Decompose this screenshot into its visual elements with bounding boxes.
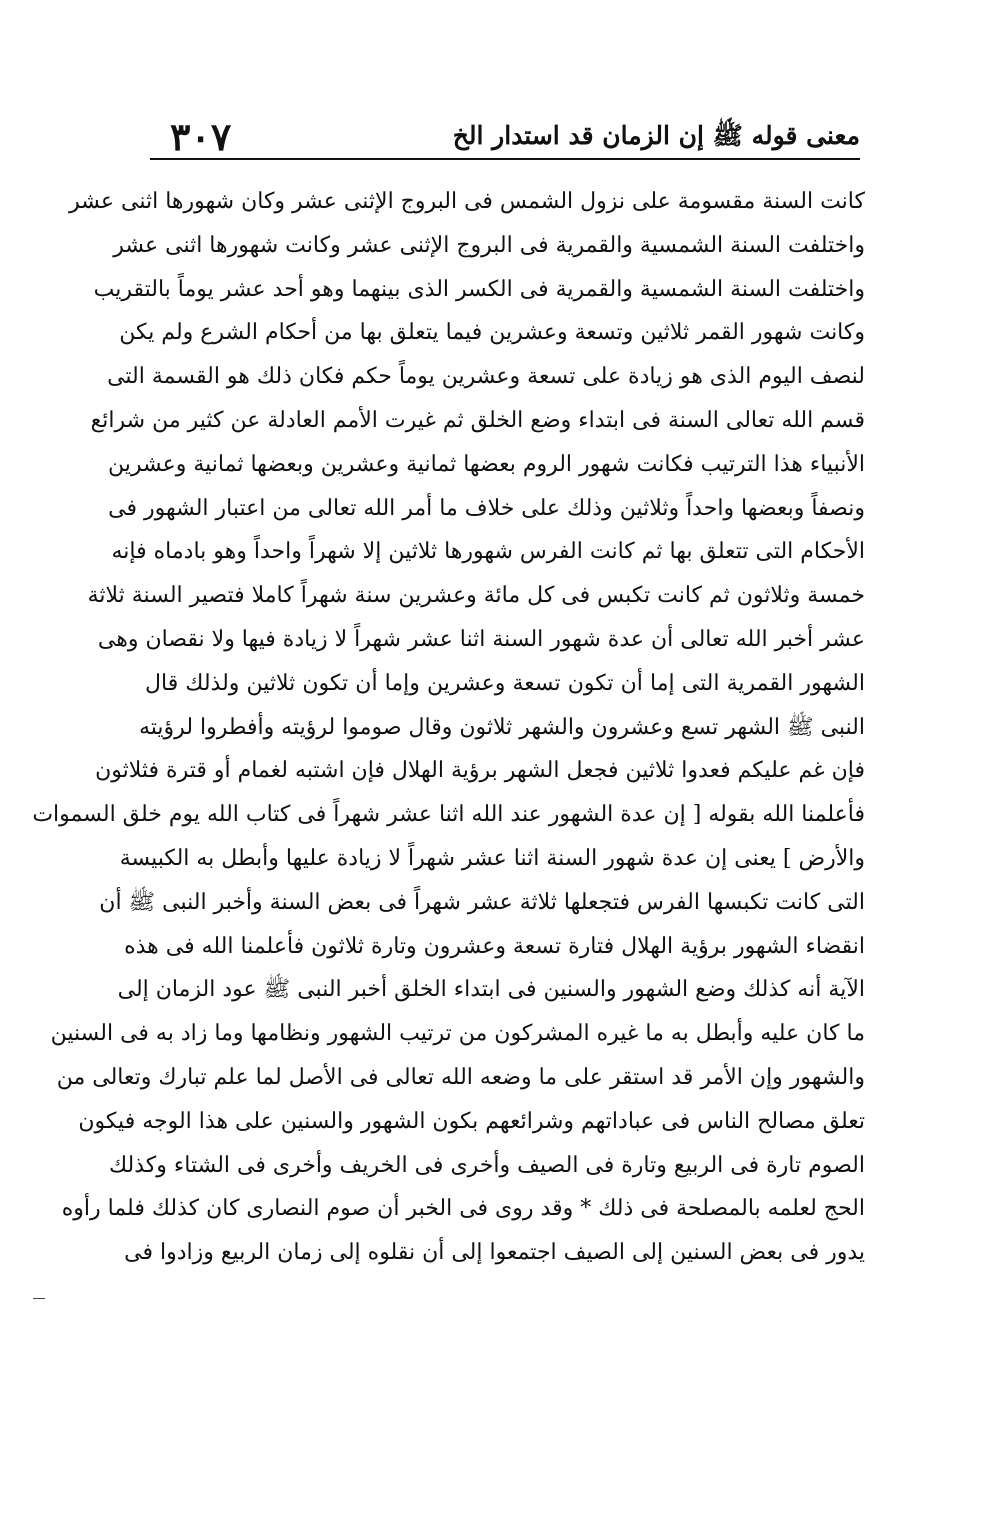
page-number: ٣٠٧: [170, 114, 232, 159]
text-line: قسم الله تعالى السنة فى ابتداء وضع الخلق ثم غيرت الأمم العادلة عن كثير من شرائع: [90, 407, 865, 433]
page-header: [150, 112, 860, 160]
text-line: تعلق مصالح الناس فى عباداتهم وشرائعهم بكون الشهور والسنين على هذا الوجه فيكون: [78, 1108, 865, 1134]
running-title: معنى قوله ﷺ إن الزمان قد استدار الخ: [452, 121, 860, 150]
text-line: الشهور القمرية التى إما أن تكون تسعة وعشرين وإما أن تكون ثلاثين ولذلك قال: [145, 670, 865, 696]
text-line: وكانت شهور القمر ثلاثين وتسعة وعشرين فيما يتعلق بها من أحكام الشرع ولم يكن: [119, 320, 865, 346]
text-line: التى كانت تكبسها الفرس فتجعلها ثلاثة عشر شهراً فى بعض السنة وأخبر النبى ﷺ أن: [99, 889, 865, 915]
text-line: النبى ﷺ الشهر تسع وعشرون والشهر ثلاثون وقال صوموا لرؤيته وأفطروا لرؤيته: [139, 714, 865, 740]
text-line: عشر أخبر الله تعالى أن عدة شهور السنة اثنا عشر شهراً لا زيادة فيها ولا نقصان وهى: [97, 626, 865, 652]
text-line: فأعلمنا الله بقوله [ إن عدة الشهور عند الله اثنا عشر شهراً فى كتاب الله يوم خلق السموات: [32, 802, 865, 828]
text-line: انقضاء الشهور برؤية الهلال فتارة تسعة وعشرون وتارة ثلاثون فأعلمنا الله فى هذه: [124, 933, 865, 959]
text-line: الأحكام التى تتعلق بها ثم كانت الفرس شهورها ثلاثين إلا شهراً واحداً وهو بادماه فإنه: [111, 539, 865, 565]
margin-mark: [33, 1298, 45, 1299]
text-line: واختلفت السنة الشمسية والقمرية فى الكسر الذى بينهما وهو أحد عشر يوماً بالتقريب: [93, 276, 865, 302]
text-line: والشهور وإن الأمر قد استقر على ما وضعه الله تعالى فى الأصل لما علم تبارك وتعالى من: [56, 1064, 865, 1090]
text-line: لنصف اليوم الذى هو زيادة على تسعة وعشرين يوماً حكم فكان ذلك هو القسمة التى: [107, 364, 865, 390]
text-line: واختلفت السنة الشمسية والقمرية فى البروج الإثنى عشر وكانت شهورها اثنى عشر: [113, 232, 865, 258]
text-line: فإن غم عليكم فعدوا ثلاثين فجعل الشهر برؤية الهلال فإن اشتبه لغمام أو قترة فثلاثون: [95, 758, 865, 784]
text-line: كانت السنة مقسومة على نزول الشمس فى البروج الإثنى عشر وكان شهورها اثنى عشر: [69, 189, 865, 214]
text-line: خمسة وثلاثون ثم كانت تكبس فى كل مائة وعشرين سنة شهراً كاملا فتصير السنة ثلاثة: [87, 583, 865, 609]
text-line: يدور فى بعض السنين إلى الصيف اجتمعوا إلى أن نقلوه إلى زمان الربيع وزادوا فى: [124, 1240, 865, 1266]
header-rule: [150, 158, 860, 160]
text-line: ما كان عليه وأبطل به ما غيره المشركون من ترتيب الشهور ونظامها وما زاد به فى السنين: [50, 1021, 865, 1047]
text-line: والأرض ] يعنى إن عدة شهور السنة اثنا عشر شهراً لا زيادة عليها وأبطل به الكبيسة: [119, 845, 865, 871]
body-text: [32, 180, 865, 1275]
text-line: الأنبياء هذا الترتيب فكانت شهور الروم بعضها ثمانية وعشرين وبعضها ثمانية وعشرين: [107, 451, 865, 477]
text-line: الصوم تارة فى الربيع وتارة فى الصيف وأخرى فى الخريف وأخرى فى الشتاء وكذلك: [109, 1152, 865, 1178]
text-line: الحج لعلمه بالمصلحة فى ذلك * وقد روى فى الخبر أن صوم النصارى كان كذلك فلما رأوه: [61, 1196, 865, 1222]
text-line: الآية أنه كذلك وضع الشهور والسنين فى ابتداء الخلق أخبر النبى ﷺ عود الزمان إلى: [117, 977, 865, 1003]
text-line: ونصفاً وبعضها واحداً وثلاثين وذلك على خلاف ما أمر الله تعالى من اعتبار الشهور فى: [108, 495, 865, 521]
